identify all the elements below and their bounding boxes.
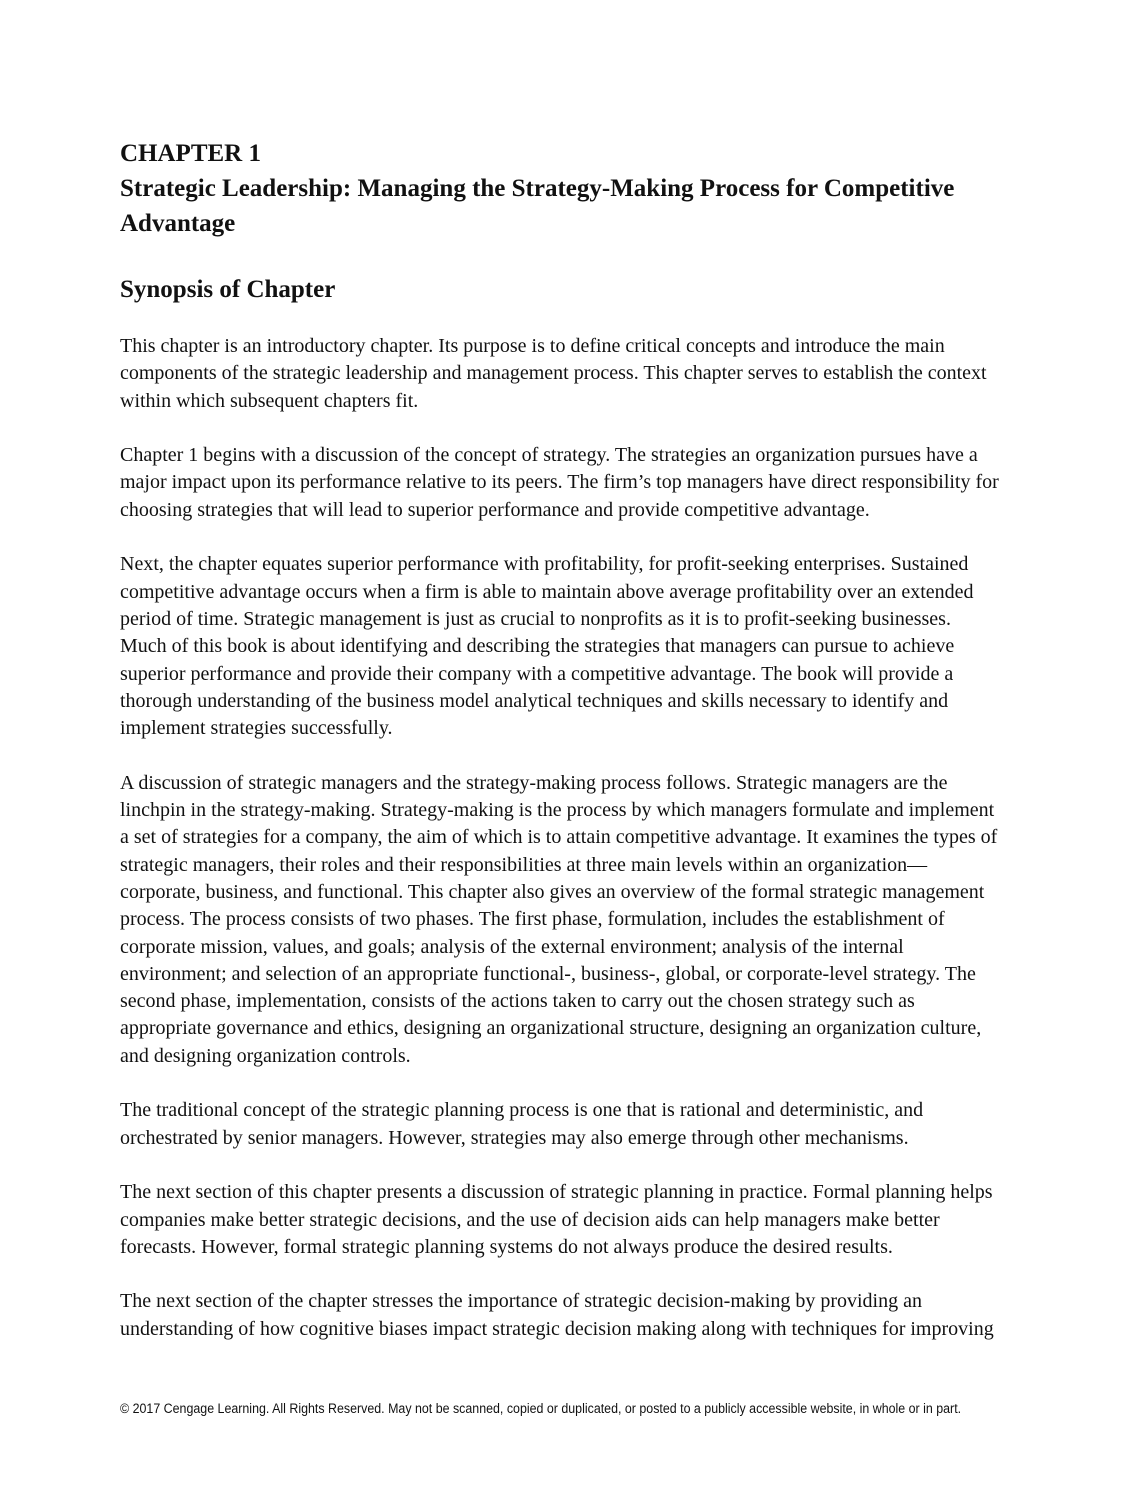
text-line: process. The process consists of two phases. The first phase, formulation, includes the establishment of xyxy=(120,908,945,931)
chapter-title-line: Strategic Leadership: Managing the Strategy-Making Process for Competitive xyxy=(120,175,955,202)
paragraph xyxy=(120,551,1040,742)
text-line: a set of strategies for a company, the aim of which is to attain competitive advantage. It examines the types of xyxy=(120,826,998,849)
text-line: within which subsequent chapters fit. xyxy=(120,389,419,412)
text-line: understanding of how cognitive biases impact strategic decision making along with techniques for improving xyxy=(120,1317,994,1340)
text-line: A discussion of strategic managers and the strategy-making process follows. Strategic managers are the xyxy=(120,771,948,794)
text-line: competitive advantage occurs when a firm is able to maintain above average profitability over an extended xyxy=(120,580,974,603)
text-line: environment; and selection of an appropriate functional-, business-, global, or corporate-level strategy. The xyxy=(120,962,976,985)
chapter-title-line: Advantage xyxy=(120,210,236,237)
paragraph xyxy=(120,1179,1040,1261)
text-line: The traditional concept of the strategic planning process is one that is rational and deterministic, and xyxy=(120,1099,924,1122)
text-line: The next section of the chapter stresses the importance of strategic decision-making by providing an xyxy=(120,1290,922,1313)
chapter-number: CHAPTER 1 xyxy=(120,140,261,167)
paragraph xyxy=(120,1288,1040,1343)
text-line: and designing organization controls. xyxy=(120,1044,411,1067)
text-line: superior performance and provide their company with a competitive advantage. The book will provide a xyxy=(120,662,954,685)
text-line: components of the strategic leadership and management process. This chapter serves to establish the context xyxy=(120,362,987,385)
body-text xyxy=(120,333,1040,1343)
text-line: choosing strategies that will lead to superior performance and provide competitive advantage. xyxy=(120,498,870,521)
paragraph xyxy=(120,333,1040,415)
text-line: period of time. Strategic management is just as crucial to nonprofits as it is to profit-seeking businesses. xyxy=(120,607,951,630)
text-line: implement strategies successfully. xyxy=(120,717,393,740)
text-line: This chapter is an introductory chapter. Its purpose is to define critical concepts and introduce the main xyxy=(120,335,945,357)
text-line: forecasts. However, formal strategic planning systems do not always produce the desired results. xyxy=(120,1235,893,1258)
paragraph xyxy=(120,1097,1040,1152)
paragraph xyxy=(120,442,1040,524)
text-line: appropriate governance and ethics, designing an organizational structure, designing an organization culture, xyxy=(120,1017,982,1040)
text-line: second phase, implementation, consists of the actions taken to carry out the chosen strategy such as xyxy=(120,990,915,1013)
text-line: orchestrated by senior managers. However, strategies may also emerge through other mechanisms. xyxy=(120,1126,909,1149)
text-line: companies make better strategic decisions, and the use of decision aids can help managers make better xyxy=(120,1208,940,1231)
text-line: Next, the chapter equates superior performance with profitability, for profit-seeking enterprises. Sustained xyxy=(120,553,969,576)
text-line: The next section of this chapter presents a discussion of strategic planning in practice. Formal planning helps xyxy=(120,1181,993,1204)
text-line: strategic managers, their roles and their responsibilities at three main levels within an organization— xyxy=(120,853,928,876)
text-line: Much of this book is about identifying and describing the strategies that managers can pursue to achieve xyxy=(120,635,955,658)
text-line: corporate, business, and functional. This chapter also gives an overview of the formal strategic management xyxy=(120,880,985,903)
copyright-footer: © 2017 Cengage Learning. All Rights Reserved. May not be scanned, copied or duplicated, or posted to a publicly accessible website, in whole or in part. xyxy=(120,1401,962,1416)
section-heading: Synopsis of Chapter xyxy=(120,276,336,303)
text-line: thorough understanding of the business model analytical techniques and skills necessary to identify and xyxy=(120,689,949,712)
paragraph xyxy=(120,770,1040,1070)
text-line: linchpin in the strategy-making. Strategy-making is the process by which managers formulate and implement xyxy=(120,799,995,822)
chapter-title xyxy=(120,171,1040,241)
document-page xyxy=(120,136,1040,1370)
text-line: corporate mission, values, and goals; analysis of the external environment; analysis of the internal xyxy=(120,935,904,958)
text-line: Chapter 1 begins with a discussion of the concept of strategy. The strategies an organization pursues have a xyxy=(120,444,978,467)
text-line: major impact upon its performance relative to its peers. The firm’s top managers have direct responsibility for xyxy=(120,471,999,494)
